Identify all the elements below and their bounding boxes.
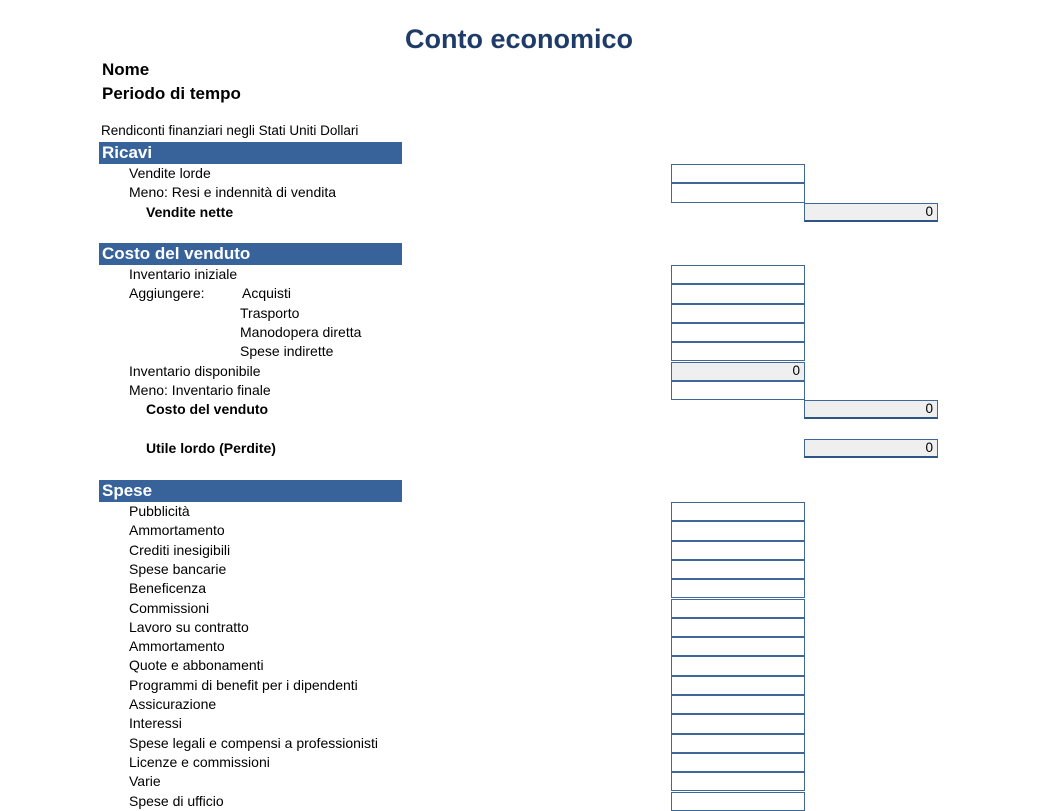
- table-row: [0, 502, 1038, 521]
- table-row: [0, 439, 1038, 458]
- amount-input[interactable]: [671, 342, 805, 361]
- amount-input[interactable]: [671, 560, 805, 579]
- row-label: Lavoro su contratto: [129, 618, 249, 635]
- table-row: [0, 579, 1038, 598]
- section-header: Ricavi: [99, 142, 402, 164]
- amount-input[interactable]: [671, 265, 805, 284]
- row-label: Spese di ufficio: [129, 792, 224, 809]
- row-label: Spese legali e compensi a professionisti: [129, 734, 379, 751]
- table-row: [0, 792, 1038, 811]
- amount-input[interactable]: [671, 521, 805, 540]
- table-row: [0, 164, 1038, 183]
- amount-input[interactable]: [671, 618, 805, 637]
- amount-input[interactable]: [671, 502, 805, 521]
- amount-input[interactable]: [671, 695, 805, 714]
- table-row: [0, 656, 1038, 675]
- period-label: Periodo di tempo: [102, 84, 241, 103]
- amount-input[interactable]: [671, 753, 805, 772]
- row-label: Quote e abbonamenti: [129, 657, 264, 674]
- currency-note: Rendiconti finanziari negli Stati Uniti Dollari: [101, 123, 359, 138]
- row-label: Manodopera diretta: [240, 323, 362, 340]
- amount-input[interactable]: [671, 541, 805, 560]
- table-row: [0, 695, 1038, 714]
- table-row: [0, 734, 1038, 753]
- table-row: [0, 599, 1038, 618]
- table-row: [0, 560, 1038, 579]
- row-label: Varie: [129, 773, 161, 790]
- row-label: Inventario disponibile: [129, 362, 261, 379]
- amount-input[interactable]: [671, 676, 805, 695]
- amount-input[interactable]: [671, 284, 805, 303]
- amount-input[interactable]: [671, 599, 805, 618]
- table-row: [0, 183, 1038, 202]
- row-label: Utile lordo (Perdite): [146, 439, 276, 456]
- section-header: Costo del venduto: [99, 243, 402, 265]
- section-header: Spese: [99, 480, 402, 502]
- subtotal-cell: 0: [671, 362, 805, 381]
- table-row: [0, 541, 1038, 560]
- row-label: Ammortamento: [129, 522, 225, 539]
- amount-input[interactable]: [671, 304, 805, 323]
- total-cell: 0: [804, 439, 938, 458]
- row-label: Trasporto: [240, 304, 300, 321]
- row-label: Vendite lorde: [129, 165, 211, 181]
- row-label: Meno: Resi e indennità di vendita: [129, 184, 337, 201]
- table-row: [0, 637, 1038, 656]
- table-row: [0, 400, 1038, 419]
- row-label: Ammortamento: [129, 638, 225, 655]
- table-row: [0, 265, 1038, 284]
- page-title: Conto economico: [405, 24, 633, 54]
- row-sublabel: Acquisti: [242, 285, 292, 302]
- amount-input[interactable]: [671, 164, 805, 183]
- amount-input[interactable]: [671, 381, 805, 400]
- table-row: [0, 772, 1038, 791]
- table-row: [0, 323, 1038, 342]
- table-row: [0, 203, 1038, 222]
- amount-input[interactable]: [671, 714, 805, 733]
- amount-input[interactable]: [671, 323, 805, 342]
- row-label: Programmi di benefit per i dipendenti: [129, 676, 358, 693]
- row-label: Commissioni: [129, 599, 210, 616]
- row-label: Vendite nette: [146, 203, 234, 220]
- row-label: Beneficenza: [129, 580, 207, 597]
- row-label: Licenze e commissioni: [129, 753, 270, 770]
- table-row: [0, 618, 1038, 637]
- table-row: [0, 714, 1038, 733]
- amount-input[interactable]: [671, 579, 805, 598]
- row-label: Spese indirette: [240, 343, 334, 360]
- table-row: [0, 753, 1038, 772]
- row-label: Spese bancarie: [129, 560, 227, 577]
- row-label: Inventario iniziale: [129, 266, 238, 282]
- row-label: Interessi: [129, 715, 182, 732]
- row-label: Pubblicità: [129, 503, 190, 519]
- table-row: [0, 284, 1038, 303]
- total-cell: 0: [804, 203, 938, 222]
- amount-input[interactable]: [671, 637, 805, 656]
- row-label: Aggiungere:: [129, 285, 205, 302]
- row-label: Costo del venduto: [146, 401, 269, 418]
- table-row: [0, 342, 1038, 361]
- total-cell: 0: [804, 400, 938, 419]
- table-row: [0, 381, 1038, 400]
- row-label: Crediti inesigibili: [129, 541, 231, 558]
- table-row: [0, 304, 1038, 323]
- amount-input[interactable]: [671, 734, 805, 753]
- amount-input[interactable]: [671, 656, 805, 675]
- table-row: [0, 521, 1038, 540]
- name-label: Nome: [102, 60, 150, 79]
- amount-input[interactable]: [671, 183, 805, 202]
- table-row: [0, 676, 1038, 695]
- row-label: Assicurazione: [129, 696, 217, 712]
- row-label: Meno: Inventario finale: [129, 381, 271, 398]
- table-row: [0, 362, 1038, 381]
- amount-input[interactable]: [671, 792, 805, 811]
- amount-input[interactable]: [671, 772, 805, 791]
